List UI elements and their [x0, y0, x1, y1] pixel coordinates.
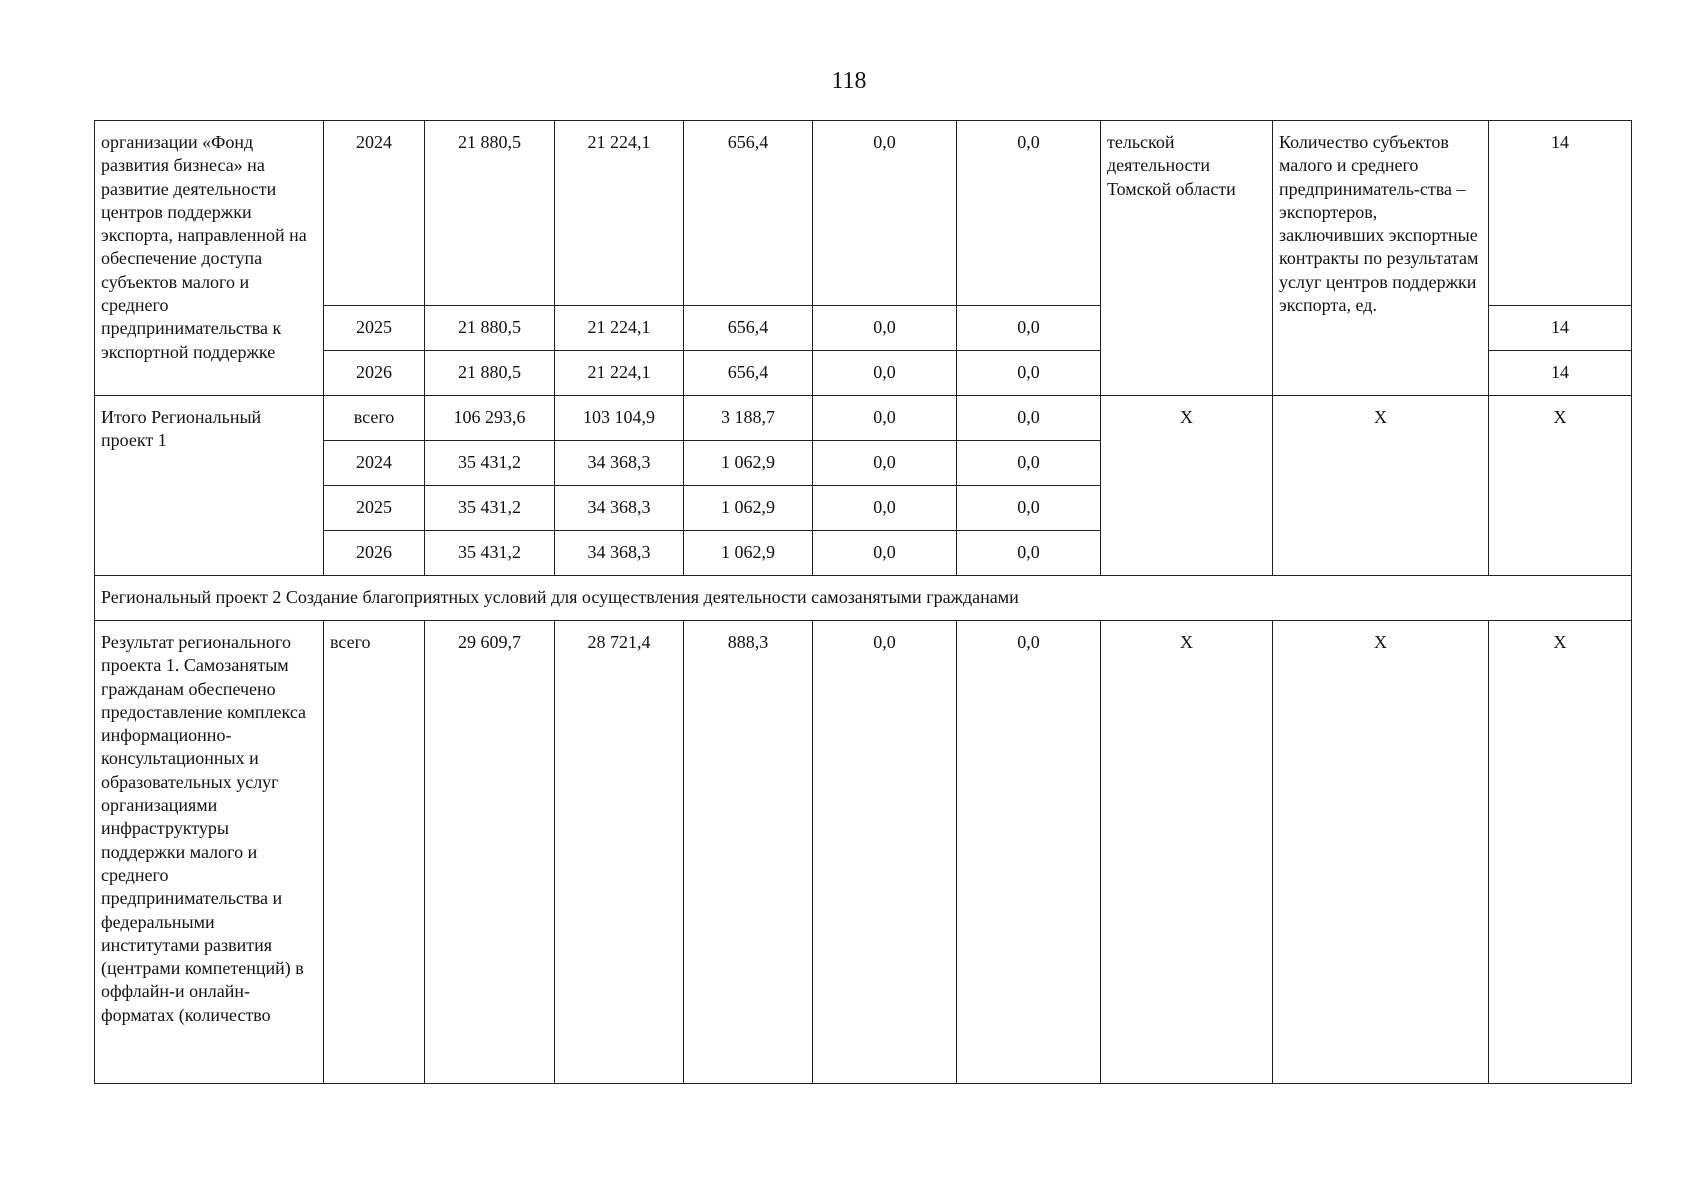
table-row [95, 621, 1632, 1084]
municipal-cell: 0,0 [813, 531, 957, 576]
federal-cell: 34 368,3 [555, 531, 684, 576]
total-cell: 21 880,5 [425, 351, 555, 396]
target-cell: 14 [1489, 351, 1632, 396]
regional-cell: 656,4 [684, 306, 813, 351]
budget-table [94, 120, 1632, 1084]
section-title: Региональный проект 2 Создание благоприятных условий для осуществления деятельности самозанятыми гражданами [95, 576, 1632, 621]
regional-cell: 1 062,9 [684, 531, 813, 576]
subtotal-name-cell: Итого Региональный проект 1 [95, 396, 324, 576]
municipal-cell: 0,0 [813, 351, 957, 396]
federal-cell: 21 224,1 [555, 351, 684, 396]
municipal-cell: 0,0 [813, 306, 957, 351]
federal-cell: 21 224,1 [555, 121, 684, 306]
year-cell: 2026 [324, 531, 425, 576]
year-cell: 2025 [324, 486, 425, 531]
target-x-cell: X [1489, 396, 1632, 576]
year-cell: 2026 [324, 351, 425, 396]
federal-cell: 21 224,1 [555, 306, 684, 351]
table-row [95, 121, 1632, 306]
indicator-cell: Количество субъектов малого и среднего предприниматель-ства – экспортеров, заключивших экспортные контракты по результатам услуг центров поддержки экспорта, ед. [1273, 121, 1489, 396]
measure-name-cell: организации «Фонд развития бизнеса» на развитие деятельности центров поддержки экспорта, направленной на обеспечение доступа субъектов малого и среднего предпринимательства к экспортной поддержке [95, 121, 324, 396]
federal-cell: 34 368,3 [555, 486, 684, 531]
regional-cell: 656,4 [684, 351, 813, 396]
table-row [95, 576, 1632, 621]
municipal-cell: 0,0 [813, 486, 957, 531]
regional-cell: 3 188,7 [684, 396, 813, 441]
other-cell: 0,0 [957, 121, 1101, 306]
year-cell: 2024 [324, 441, 425, 486]
target-cell: 14 [1489, 306, 1632, 351]
executor-x-cell: X [1101, 396, 1273, 576]
target-cell: 14 [1489, 121, 1632, 306]
indicator-x-cell: X [1273, 621, 1489, 1084]
year-cell: 2024 [324, 121, 425, 306]
target-x-cell: X [1489, 621, 1632, 1084]
other-cell: 0,0 [957, 486, 1101, 531]
total-cell: 35 431,2 [425, 486, 555, 531]
federal-cell: 34 368,3 [555, 441, 684, 486]
year-cell: 2025 [324, 306, 425, 351]
federal-cell: 28 721,4 [555, 621, 684, 1084]
total-cell: 21 880,5 [425, 121, 555, 306]
page-number: 118 [831, 68, 867, 94]
executor-cell: тельской деятельности Томской области [1101, 121, 1273, 396]
other-cell: 0,0 [957, 396, 1101, 441]
total-cell: 106 293,6 [425, 396, 555, 441]
result-name-cell: Результат регионального проекта 1. Самозанятым гражданам обеспечено предоставление комплекса информационно-консультационных и образовательных услуг организациями инфраструктуры поддержки малого и среднего предпринимательства и федеральными институтами развития (центрами компетенций) в оффлайн-и онлайн-форматах (количество [95, 621, 324, 1084]
regional-cell: 1 062,9 [684, 486, 813, 531]
municipal-cell: 0,0 [813, 121, 957, 306]
regional-cell: 888,3 [684, 621, 813, 1084]
federal-cell: 103 104,9 [555, 396, 684, 441]
other-cell: 0,0 [957, 441, 1101, 486]
other-cell: 0,0 [957, 621, 1101, 1084]
regional-cell: 656,4 [684, 121, 813, 306]
municipal-cell: 0,0 [813, 396, 957, 441]
total-cell: 29 609,7 [425, 621, 555, 1084]
total-cell: 35 431,2 [425, 441, 555, 486]
table-row [95, 396, 1632, 441]
other-cell: 0,0 [957, 306, 1101, 351]
other-cell: 0,0 [957, 351, 1101, 396]
municipal-cell: 0,0 [813, 441, 957, 486]
total-cell: 21 880,5 [425, 306, 555, 351]
indicator-x-cell: X [1273, 396, 1489, 576]
municipal-cell: 0,0 [813, 621, 957, 1084]
other-cell: 0,0 [957, 531, 1101, 576]
regional-cell: 1 062,9 [684, 441, 813, 486]
total-cell: 35 431,2 [425, 531, 555, 576]
year-cell: всего [324, 621, 425, 1084]
year-cell: всего [324, 396, 425, 441]
executor-x-cell: X [1101, 621, 1273, 1084]
